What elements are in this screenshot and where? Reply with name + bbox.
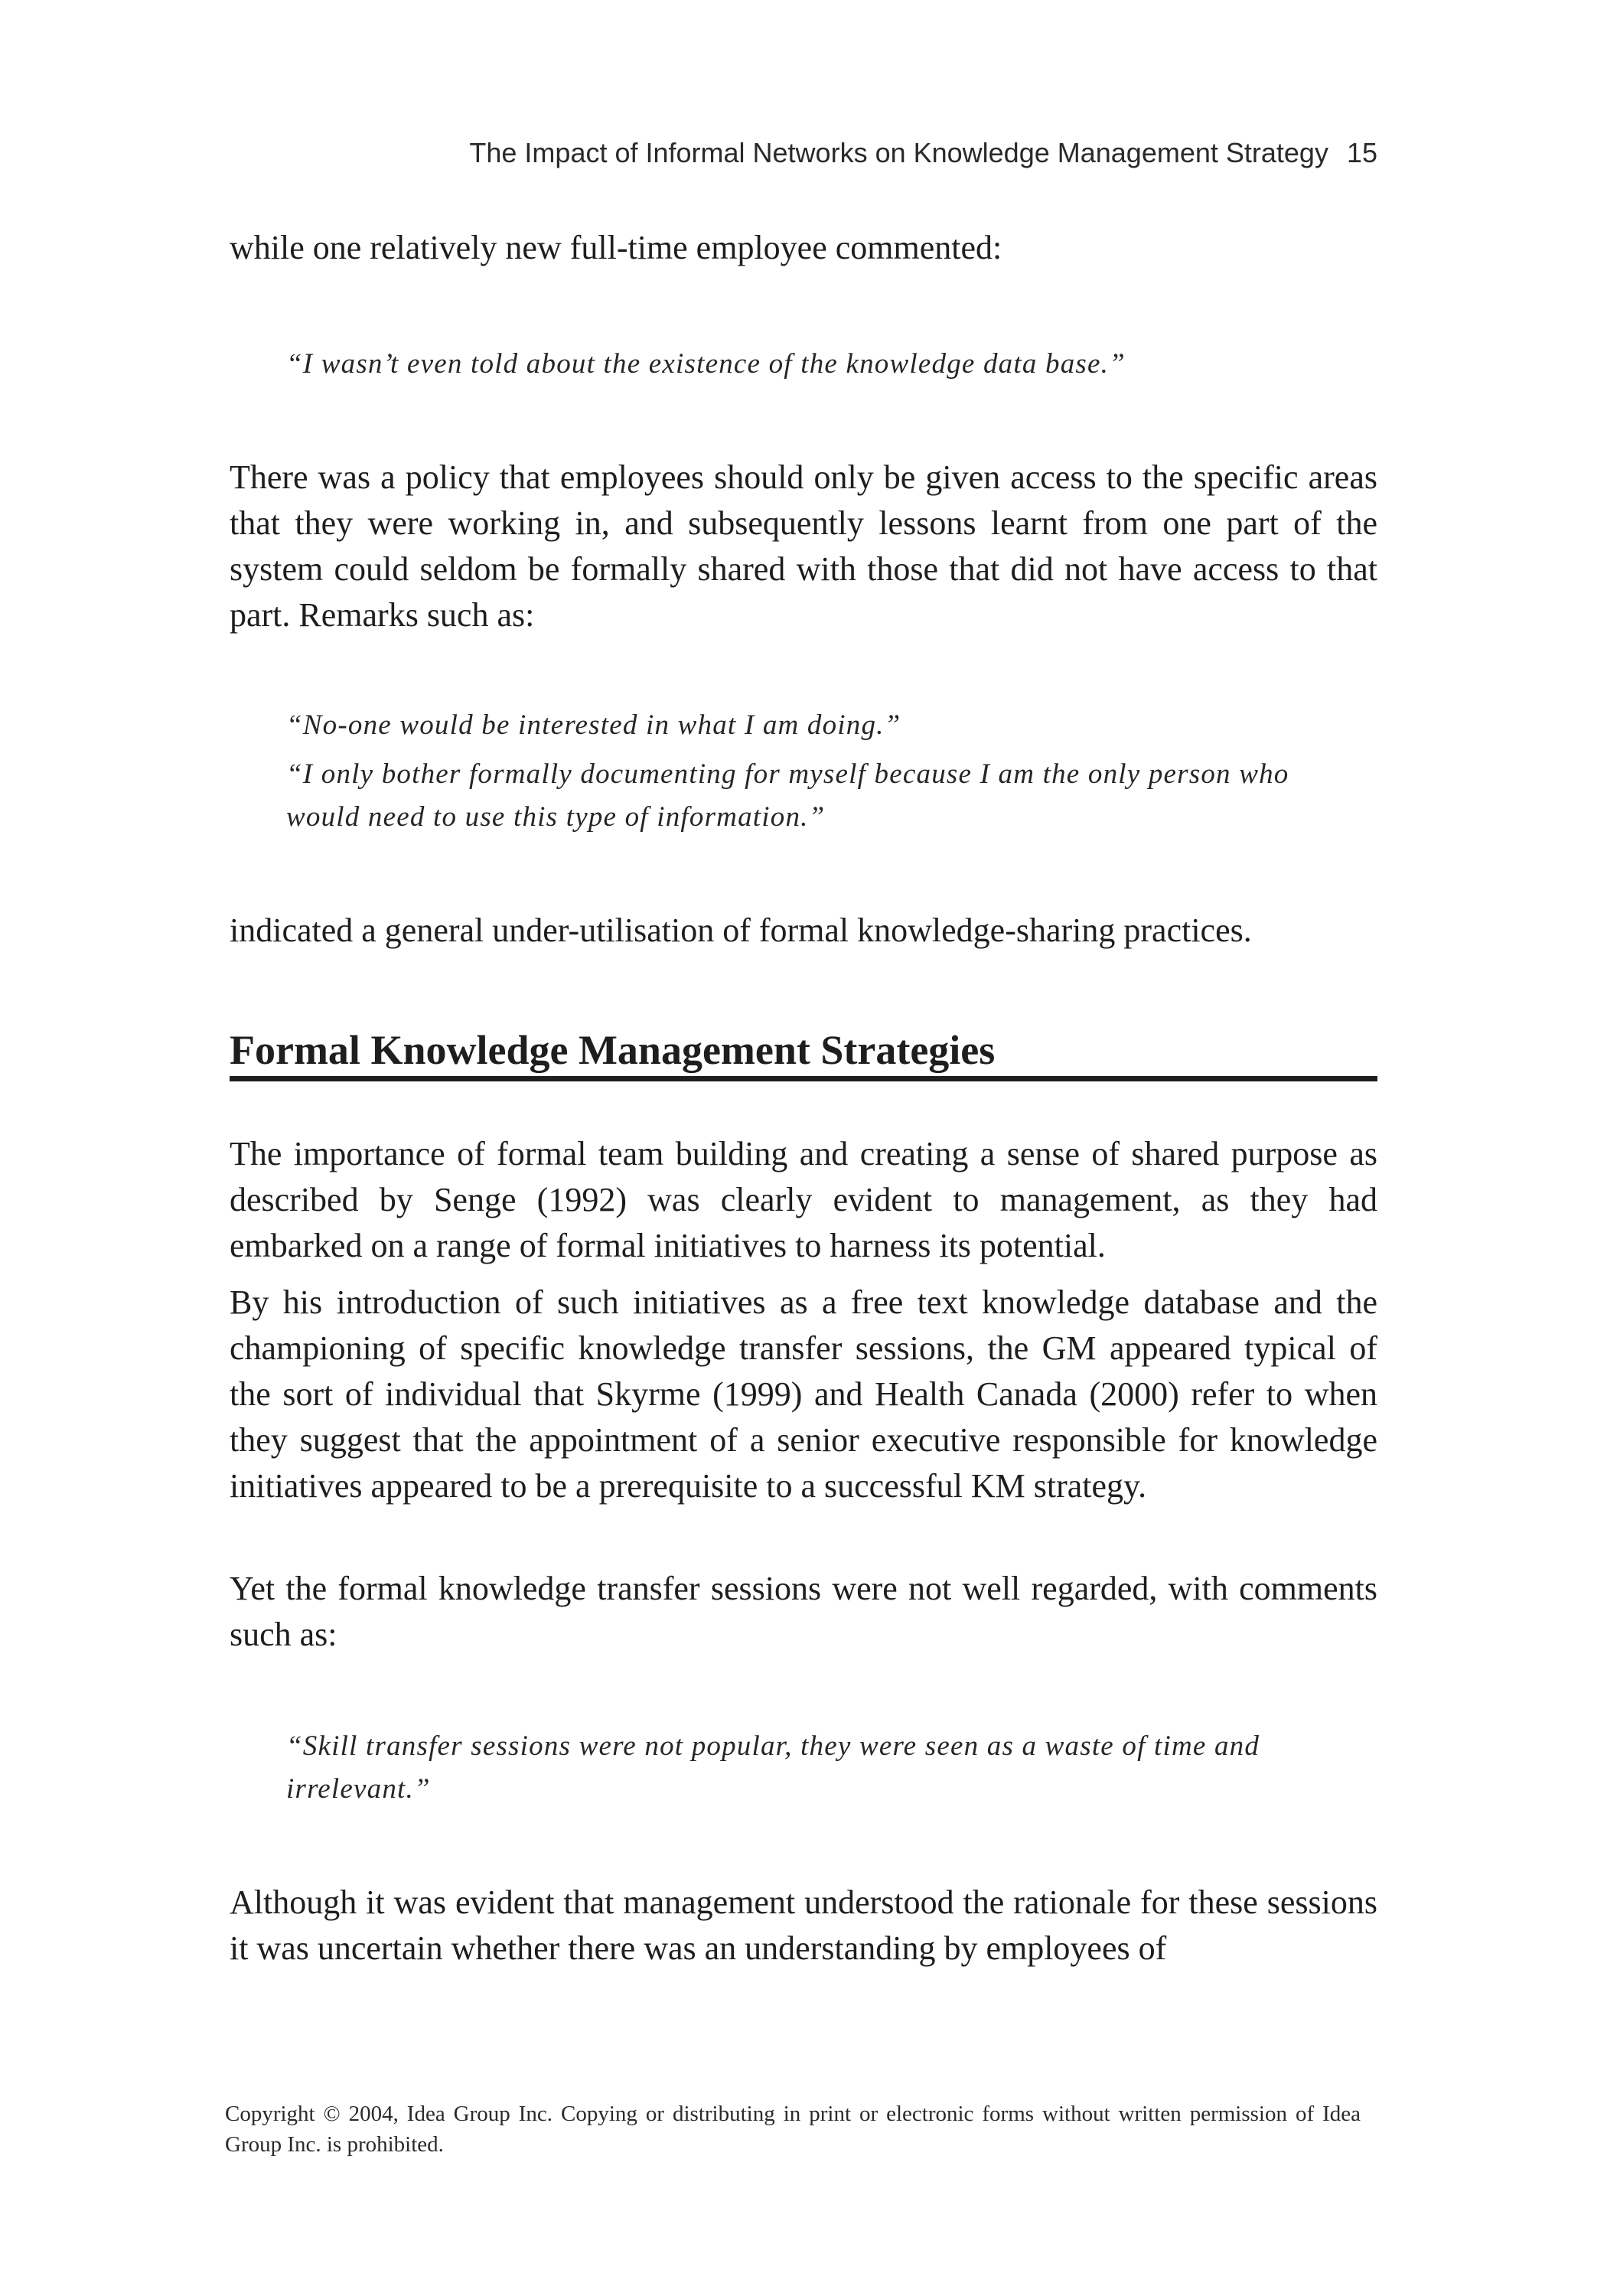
running-head-title: The Impact of Informal Networks on Knowledge Management Strategy bbox=[469, 137, 1328, 168]
quote-documenting-for-myself: “I only bother formally documenting for myself because I am the only person who would need to use this type of information.” bbox=[286, 758, 1289, 833]
section-heading: Formal Knowledge Management Strategies bbox=[230, 1027, 996, 1073]
quote-no-one-interested: “No-one would be interested in what I am doing.” bbox=[286, 709, 901, 741]
copyright-footer: Copyright © 2004, Idea Group Inc. Copying or distributing in print or electronic forms without written permission of Idea Group Inc. is prohibited. bbox=[225, 2102, 1361, 2157]
paragraph-access-policy: There was a policy that employees should only be given access to the specific areas that they were working in, and subsequently lessons learnt from one part of the system could seldom be formally shared with those that did not have access to that part. Remarks such as: bbox=[230, 458, 1377, 634]
paragraph-under-utilisation: indicated a general under-utilisation of formal knowledge-sharing practices. bbox=[230, 912, 1252, 949]
paragraph-intro-comment: while one relatively new full-time employee commented: bbox=[230, 229, 1002, 266]
paragraph-transfer-sessions: Yet the formal knowledge transfer sessions were not well regarded, with comments such as: bbox=[230, 1570, 1377, 1653]
quote-knowledge-database: “I wasn’t even told about the existence of the knowledge data base.” bbox=[286, 348, 1126, 380]
section-heading-rule bbox=[230, 1076, 1377, 1081]
quote-skill-transfer: “Skill transfer sessions were not popular, they were seen as a waste of time and irrelevant.” bbox=[286, 1730, 1260, 1805]
paragraph-gm-initiatives: By his introduction of such initiatives as a free text knowledge database and the championing of specific knowledge transfer sessions, the GM appeared typical of the sort of individual that Skyrme (1999) and Health Canada (2000) refer to when they suggest that the appointment of a senior executive responsible for knowledge initiatives appeared to be a prerequisite to a successful KM strategy. bbox=[230, 1283, 1377, 1505]
paragraph-team-building: The importance of formal team building and creating a sense of shared purpose as described by Senge (1992) was clearly evident to management, as they had embarked on a range of formal initiatives to harness its potential. bbox=[230, 1135, 1377, 1264]
paragraph-management-rationale: Although it was evident that management understood the rationale for these sessions it was uncertain whether there was an understanding by employees of bbox=[230, 1883, 1377, 1967]
page-number: 15 bbox=[1346, 137, 1377, 168]
running-head bbox=[230, 136, 1377, 170]
